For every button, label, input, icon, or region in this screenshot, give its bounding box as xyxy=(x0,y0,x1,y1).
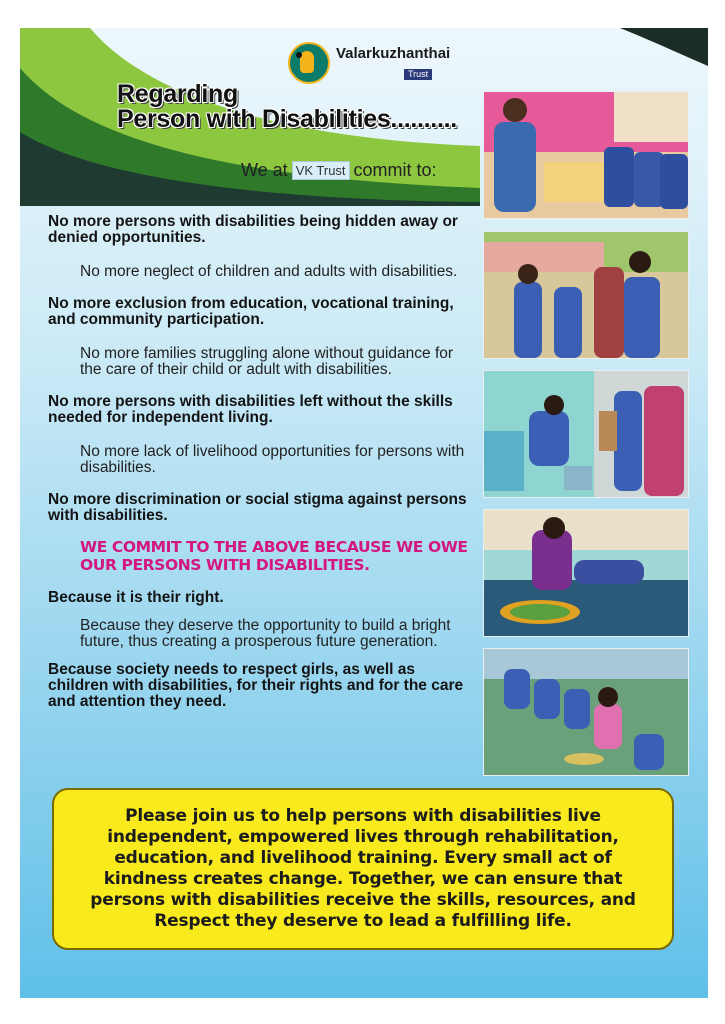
emphasis-statement: WE COMMIT TO THE ABOVE BECAUSE WE OWE OUR PERSONS WITH DISABILITIES. xyxy=(80,538,468,574)
commit-prefix: We at xyxy=(241,160,288,180)
list-item: No more lack of livelihood opportunities for persons with disabilities. xyxy=(80,443,465,476)
commit-boxed: VK Trust xyxy=(292,161,350,180)
commitment-list xyxy=(48,214,478,710)
callout-text: Please join us to help persons with disabilities live independent, empowered lives through rehabilitation, education, and livelihood training. Every small act of kindness creates change. Together, we can ensure that persons with disabilities receive the skills, resources, and Respect they deserve to lead a fulfilling life. xyxy=(90,806,636,931)
list-item: Because they deserve the opportunity to build a bright future, thus creating a prosperous future generation. xyxy=(80,617,451,650)
commit-line xyxy=(241,160,437,181)
logo xyxy=(288,42,450,84)
photo-5 xyxy=(483,648,689,776)
title-line-2: Person with Disabilities.......... xyxy=(117,105,457,133)
photo-4 xyxy=(483,509,689,637)
list-item: No more persons with disabilities left without the skills needed for independent living. xyxy=(48,393,453,426)
photo-1 xyxy=(483,91,689,219)
title-line-1: Regarding xyxy=(117,80,238,108)
list-item: No more neglect of children and adults with disabilities. xyxy=(80,263,458,280)
list-item: Because it is their right. xyxy=(48,589,224,606)
list-item: No more families struggling alone without guidance for the care of their child or adult with disabilities. xyxy=(80,345,454,378)
logo-icon xyxy=(288,42,330,84)
page-title xyxy=(117,82,457,132)
list-item: No more discrimination or social stigma against persons with disabilities. xyxy=(48,491,467,524)
commit-suffix: commit to: xyxy=(353,160,437,180)
logo-sub: Trust xyxy=(404,69,432,80)
list-item: Because society needs to respect girls, as well as children with disabilities, for their rights and for the care and attention they need. xyxy=(48,661,464,710)
call-to-action xyxy=(52,788,674,950)
photo-3 xyxy=(483,370,689,498)
logo-name: Valarkuzhanthai xyxy=(336,44,451,62)
list-item: No more persons with disabilities being hidden away or denied opportunities. xyxy=(48,213,458,246)
list-item: No more exclusion from education, vocational training, and community participation. xyxy=(48,295,454,328)
photo-2 xyxy=(483,231,689,359)
poster xyxy=(20,28,708,998)
